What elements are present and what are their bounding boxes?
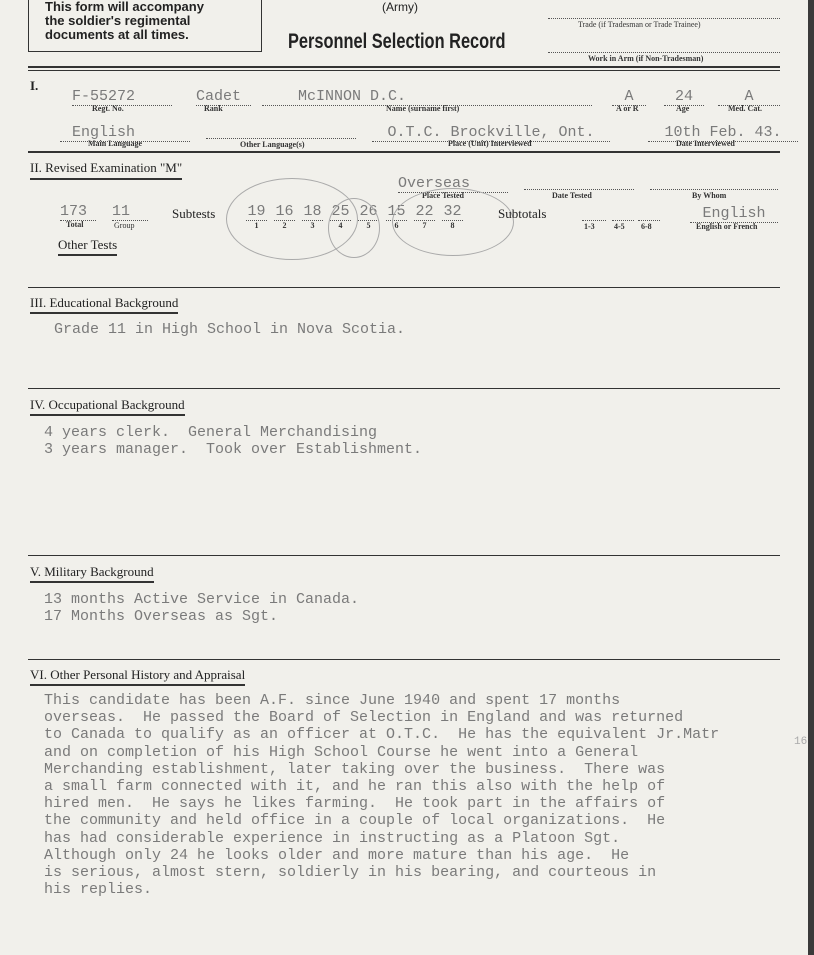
subtest-score: 26 <box>359 203 378 220</box>
subtotal-field <box>582 208 606 221</box>
divider <box>28 287 780 288</box>
total-label: Total <box>66 220 84 229</box>
trade-label: Trade (if Tradesman or Trade Trainee) <box>578 20 701 29</box>
text-line: the community and held office in a couple of local organizations. He <box>44 812 666 830</box>
regt-no-label: Regt. No. <box>92 104 124 113</box>
divider <box>28 151 780 153</box>
place-interviewed-label: Place (Unit) Interviewed <box>448 139 532 148</box>
divider <box>28 555 780 556</box>
text-line: Although only 24 he looks older and more mature than his age. He <box>44 846 630 864</box>
subtest-number: 5 <box>366 221 371 230</box>
text-line: to Canada to qualify as an officer at O.T.C. He has the equivalent Jr.Matr <box>44 726 720 744</box>
main-language-value: English <box>60 124 190 142</box>
text-line: Merchanding establishment, later taking over the business. There was <box>44 760 666 778</box>
divider <box>28 659 780 660</box>
note-box <box>28 0 262 52</box>
subtest-number: 3 <box>310 221 315 230</box>
text-line: his replies. <box>44 881 153 899</box>
trade-field <box>548 6 780 19</box>
a-or-r-value: A <box>612 88 646 106</box>
text-line: overseas. He passed the Board of Selection in England and was returned <box>44 709 684 727</box>
subtest-score: 16 <box>275 203 294 220</box>
army-label: (Army) <box>382 0 418 14</box>
appraisal-text <box>44 692 719 898</box>
text-line: 3 years manager. Took over Establishment. <box>44 441 423 459</box>
regt-no-value: F-55272 <box>72 88 172 106</box>
text-line: 4 years clerk. General Merchandising <box>44 424 378 441</box>
text-line: is serious, almost stern, soldierly in his bearing, and courteous in <box>44 864 657 882</box>
text-line: has had considerable experience in instructing as a Platoon Sgt. <box>44 829 621 847</box>
text-line: and on completion of his High School Course he went into a General <box>44 743 639 761</box>
work-field <box>548 40 780 53</box>
section-heading: III. Educational Background <box>30 295 178 314</box>
place-tested-label: Place Tested <box>422 191 464 200</box>
age-label: Age <box>676 104 690 113</box>
pencil-circle <box>328 198 380 258</box>
subtotal-field <box>638 208 660 221</box>
subtest-number: 2 <box>282 221 287 230</box>
text-line: 17 Months Overseas as Sgt. <box>44 608 279 626</box>
text-line: a small farm connected with it, and he ran this also with the help of <box>44 778 666 796</box>
date-tested-label: Date Tested <box>552 191 592 200</box>
other-language-field <box>206 124 356 139</box>
date-tested-field <box>524 175 634 190</box>
form-title: Personnel Selection Record <box>288 30 506 53</box>
by-whom-label: By Whom <box>692 191 727 200</box>
margin-note: 16 <box>794 736 808 748</box>
note-line: documents at all times. <box>45 27 189 42</box>
rank-label: Rank <box>204 104 223 113</box>
test-language-value: English <box>690 205 778 223</box>
section-number: I. <box>30 78 39 93</box>
text-line: This candidate has been A.F. since June 1940 and spent 17 months <box>44 692 621 709</box>
work-label: Work in Arm (if Non-Tradesman) <box>588 54 704 63</box>
group-label: Group <box>114 221 135 230</box>
divider <box>28 388 780 389</box>
section-heading: II. Revised Examination "M" <box>30 160 182 180</box>
text-line: 13 months Active Service in Canada. <box>44 591 360 608</box>
section-heading: VI. Other Personal History and Appraisal <box>30 667 245 686</box>
subtest-number: 1 <box>254 221 259 230</box>
subtest-number: 4 <box>338 221 343 230</box>
other-language-label: Other Language(s) <box>240 140 305 149</box>
text-line: hired men. He says he likes farming. He took part in the affairs of <box>44 795 666 813</box>
subtotal-label: 6-8 <box>641 222 652 231</box>
total-value: 173 <box>60 203 96 221</box>
note-line: the soldier's regimental <box>45 13 191 28</box>
section-heading: V. Military Background <box>30 564 154 583</box>
subtest-score: 18 <box>303 203 322 220</box>
group-value: 11 <box>112 203 148 221</box>
med-cat-value: A <box>718 88 780 106</box>
divider <box>28 70 780 71</box>
divider <box>28 66 780 68</box>
med-cat-label: Med. Cat. <box>728 104 762 113</box>
test-language-label: English or French <box>696 222 758 231</box>
by-whom-field <box>650 175 778 190</box>
education-text: Grade 11 in High School in Nova Scotia. <box>54 321 406 338</box>
subtotals-label: Subtotals <box>498 206 547 221</box>
name-label: Name (surname first) <box>386 104 460 113</box>
pencil-circle <box>392 188 514 256</box>
section-heading: IV. Occupational Background <box>30 397 185 416</box>
place-interviewed-value: O.T.C. Brockville, Ont. <box>372 124 610 142</box>
place-tested-value: Overseas <box>398 175 508 193</box>
subtotal-field <box>612 208 634 221</box>
main-language-label: Main Language <box>88 139 143 148</box>
date-interviewed-value: 10th Feb. 43. <box>648 124 798 142</box>
military-text <box>44 591 359 625</box>
subtest-score: 22 <box>415 203 434 220</box>
date-interviewed-label: Date Interviewed <box>676 139 735 148</box>
subtest-number: 6 <box>394 221 399 230</box>
subtest-number: 7 <box>422 221 427 230</box>
note-line: This form will accompany <box>45 0 204 14</box>
subtotal-label: 1-3 <box>584 222 595 231</box>
age-value: 24 <box>664 88 704 106</box>
subtest-score: 15 <box>387 203 406 220</box>
subtest-score: 32 <box>443 203 462 220</box>
subtotal-label: 4-5 <box>614 222 625 231</box>
name-value: McINNON D.C. <box>262 88 592 106</box>
other-tests-heading: Other Tests <box>58 237 117 256</box>
rank-value: Cadet <box>196 88 251 106</box>
subtests-label: Subtests <box>172 206 216 221</box>
subtest-score: 25 <box>331 203 350 220</box>
a-or-r-label: A or R <box>616 104 639 113</box>
subtest-number: 8 <box>450 221 455 230</box>
subtest-score: 19 <box>247 203 266 220</box>
occupation-text <box>44 424 422 458</box>
